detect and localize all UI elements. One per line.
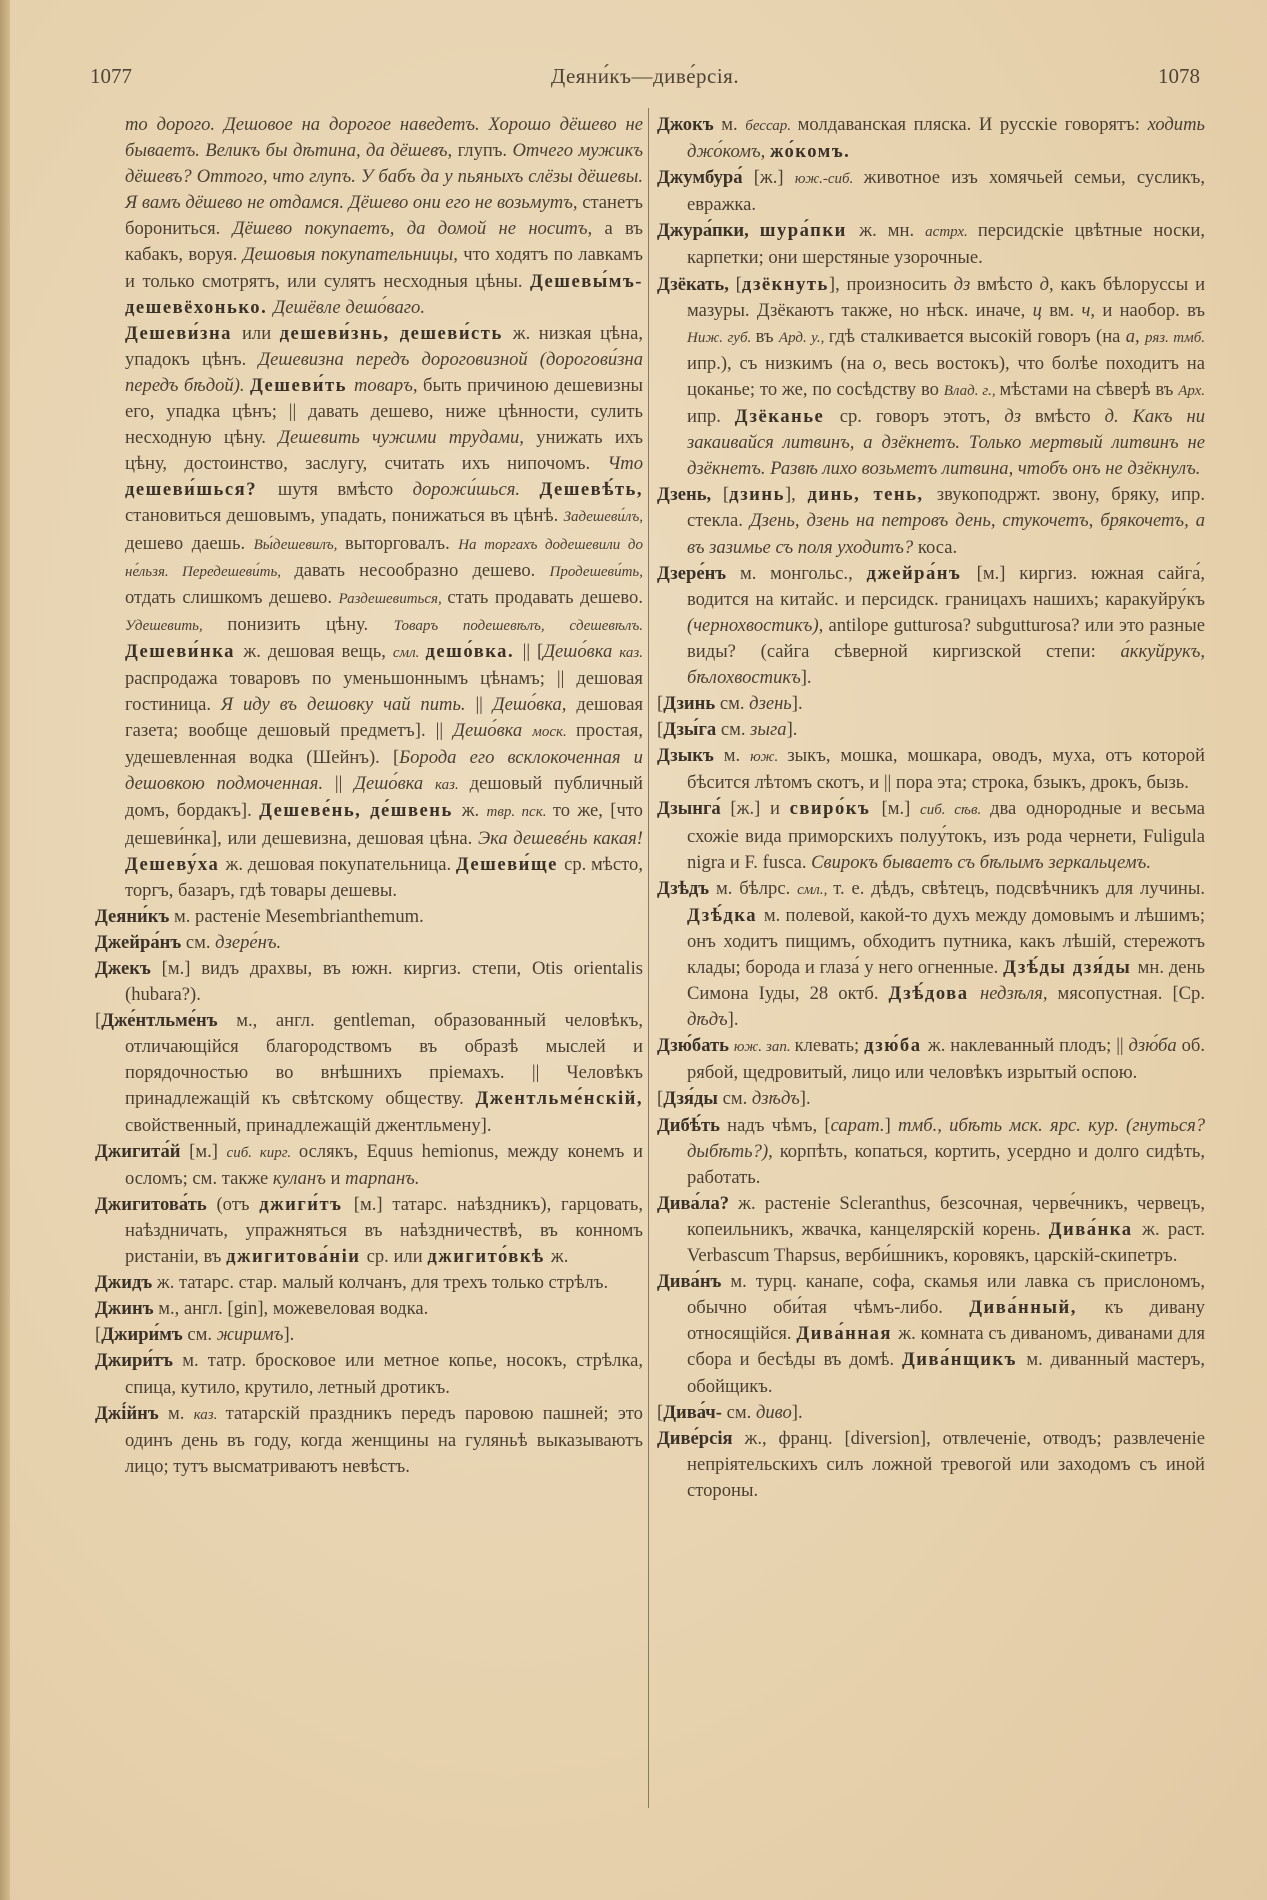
italic-text: каз. [619, 644, 643, 661]
definition-text: м. диванный мастеръ, обойщикъ. [687, 1349, 1206, 1397]
definition-text: ср. мѣсто, торгъ, базаръ, гдѣ товары дешевы. [125, 853, 643, 901]
definition-text: вм. [1049, 299, 1082, 321]
headword: Дзере́нъ [657, 562, 740, 584]
page-number-right: 1078 [1158, 64, 1200, 88]
definition-text: ипр.), съ низкимъ (на [687, 352, 873, 374]
subentry-word: Дзёканье [734, 406, 840, 428]
definition-text: къ дивану относящійся. [687, 1297, 1205, 1345]
italic-text: а, [1125, 325, 1146, 347]
headword: Дзя́ды [663, 1088, 723, 1110]
definition-text: [м.] [189, 1140, 227, 1162]
definition-text: [ [735, 273, 742, 295]
italic-text: каз. [193, 1406, 226, 1423]
subentry-word: джигито́вкѣ [427, 1246, 551, 1268]
definition-text: дешовая газета; вообще дешовый предметъ]. || [125, 694, 643, 742]
definition-text: || [475, 694, 493, 716]
italic-text: каз. [435, 777, 470, 794]
italic-text: Дешовыя покупательницы, [242, 244, 464, 266]
italic-text: Борода его всклокоченная и дешовкою подмоченная. [125, 747, 643, 795]
definition-text: то же, [что дешеви́нка], или дешевизна, дешовая цѣна. [125, 800, 643, 849]
italic-text: юж. зап. [733, 1039, 795, 1056]
subentry-word: Дива́нщикъ [901, 1349, 1027, 1371]
definition-text: [ж.] [753, 167, 795, 189]
definition-text: весь востокъ), что болѣе походитъ на цоканье; то же, по сосѣдству во [687, 352, 1205, 400]
italic-text: Я иду въ дешовку чай пить. [220, 694, 476, 716]
definition-text: быть причиною дешевизны его, упадка цѣнъ; || давать дешево, ниже цѣнности, сулить несходную цѣну. [125, 374, 644, 449]
headword: Дибѣ́ть [657, 1114, 728, 1136]
definition-text: ослякъ, Equus hemionus, между конемъ и осломъ; см. также [125, 1140, 643, 1189]
italic-text: сарат. [830, 1114, 885, 1136]
headword: Диве́рсія [657, 1427, 745, 1449]
italic-text: ходить джо́комъ, [687, 114, 1205, 163]
definition-text: татарскій праздникъ передъ паровою пашней; это одинъ день въ году, когда женщины на гуляньѣ выказываютъ лицо; тутъ высматриваютъ невѣстъ. [125, 1402, 643, 1477]
italic-text: д. [1104, 406, 1133, 428]
definition-text: вмѣсто [977, 273, 1040, 295]
headword: Дива́нъ [657, 1271, 731, 1293]
definition-text: зыкъ, мошка, мошкара, оводъ, муха, отъ которой бѣсится лѣтомъ скотъ, и || пора эта; строка, бзыкъ, дрокъ, бызь. [687, 745, 1205, 794]
definition-text: см. [719, 693, 750, 715]
definition-text: выторговалъ. [345, 532, 459, 554]
subentry-word: Дешеви́зна [125, 322, 242, 344]
dictionary-entry [657, 272, 1205, 483]
italic-text: Продешеви́ть, [549, 563, 643, 580]
definition-text: гдѣ сталкивается высокій говоръ (на [828, 325, 1126, 347]
definition-text: свойственный, принадлежащій джентльмену]. [125, 1114, 492, 1136]
definition-text: м. монгольс., [739, 562, 867, 584]
dictionary-entry [95, 321, 643, 904]
subentry-word: Дешевѣ́ть, [539, 479, 643, 501]
definition-text: || [334, 773, 355, 795]
dictionary-entry [657, 218, 1205, 271]
italic-text: Ард. у., [778, 329, 829, 346]
italic-text: дзю́ба [1128, 1035, 1182, 1057]
dictionary-entry [657, 1191, 1205, 1269]
dictionary-entry [657, 1400, 1205, 1426]
headword: Дже́нтльме́нъ [101, 1010, 237, 1032]
definition-text: ]. [283, 1324, 295, 1346]
italic-text: дзере́нъ. [215, 931, 282, 953]
italic-text: дз [1004, 406, 1035, 428]
definition-text: мн. день Симона Іуды, 28 октб. [687, 957, 1205, 1005]
definition-text: мѣстами на сѣверѣ въ [999, 378, 1179, 400]
headword: Джі́йнъ [95, 1402, 168, 1424]
italic-text: Дешевизна передъ дороговизной (дорогови́зна передъ бѣдой). [125, 348, 643, 396]
book-spine-edge [0, 0, 10, 1900]
italic-text: товаръ, [353, 374, 424, 396]
subentry-word: джиги́тъ [259, 1193, 354, 1215]
definition-text: ж. раст. Verbascum Thapsus, верби́шникъ, коровякъ, царскій-скипетръ. [687, 1218, 1206, 1267]
headword: Джири́тъ [95, 1350, 183, 1372]
definition-text: [м.] татарс. наѣздникъ), гарцовать, наѣздничать, упражняться въ наѣздничествѣ, въ конномъ ристаніи, въ [125, 1193, 643, 1268]
definition-text: ж. комната съ диваномъ, диванами для сбора и бесѣды въ домѣ. [687, 1323, 1206, 1371]
subentry-word: Дзѣ́ды дзя́ды [1003, 957, 1138, 978]
definition-text: отдать слишкомъ дешево. [125, 586, 339, 608]
italic-text: дз [953, 273, 978, 295]
definition-text: вмѣсто [1034, 406, 1105, 428]
headword: Дзынга́ [657, 798, 731, 820]
subentry-word: дзинь [729, 484, 785, 506]
dictionary-entry [657, 1033, 1205, 1086]
italic-text: дѣдъ [687, 1009, 728, 1031]
dictionary-entry [657, 482, 1205, 560]
column-divider [648, 108, 649, 1808]
dictionary-entry [657, 1426, 1205, 1504]
dictionary-entry [657, 796, 1205, 875]
italic-text: Удешевить, [125, 617, 228, 634]
definition-text: въ [755, 325, 779, 347]
definition-text: [ [95, 1010, 102, 1032]
dictionary-entry [657, 1086, 1205, 1112]
definition-text: и [330, 1167, 346, 1189]
subentry-word: Дива́нка [1048, 1218, 1143, 1240]
definition-text: животное изъ хомячьей семьи, сусликъ, евражка. [687, 167, 1205, 216]
italic-text: Раздешевиться, [338, 590, 448, 607]
italic-text: Дзень, дзень на петровъ день, стукочетъ, брякочетъ, а въ зазимье съ поля уходитъ? [687, 510, 1205, 558]
definition-text: или [241, 322, 280, 344]
italic-text: жиримъ [216, 1324, 284, 1346]
definition-text: стать продавать дешево. [447, 586, 643, 608]
dictionary-entry [95, 1270, 643, 1296]
subentry-word: джейра́нъ [866, 562, 977, 584]
dictionary-entry [657, 876, 1205, 1034]
headword: Джигитова́ть [95, 1193, 217, 1215]
definition-text: молдаванская пляска. И русскіе говорятъ: [797, 114, 1148, 135]
subentry-word: дешо́вка. [425, 640, 523, 662]
headword: Джумбура́ [657, 167, 754, 189]
italic-text: ч, [1081, 299, 1103, 321]
italic-text: Свирокъ бываетъ съ бѣлымъ зеркальцемъ. [811, 851, 1151, 873]
dictionary-entry [95, 112, 643, 321]
subentry-word: джигитова́ніи [226, 1246, 367, 1268]
definition-text: ], произносить [828, 273, 954, 295]
italic-text: Вы́дешевилъ, [253, 536, 346, 553]
definition-text: ж., франц. [diversion], отвлеченіе, отводъ; развлеченіе непріятельскихъ силъ ложной тревогой или заходомъ съ иной стороны. [687, 1427, 1205, 1501]
dictionary-entry [95, 1296, 643, 1322]
definition-text: ]. [791, 1401, 803, 1423]
definition-text: глупъ. [457, 140, 513, 162]
definition-text: шутя вмѣсто [277, 479, 413, 501]
page-number-left: 1077 [90, 64, 132, 88]
definition-text: два однородные и весьма схожіе вида приморскихъ полуу́токъ, изъ рода чернети, Fuligula nigra и F. fusca. [687, 798, 1205, 873]
definition-text: звукоподржт. звону, бряку, ипр. стекла. [687, 484, 1205, 532]
italic-text: Дешевить чужими трудами, [278, 427, 537, 449]
definition-text: [м.] видъ драхвы, въ южн. киргиз. степи, Otis orientalis (hubara?). [125, 958, 644, 1006]
definition-text: м., англ. [gin], можевеловая водка. [158, 1298, 429, 1320]
italic-text: недзѣля, [980, 983, 1058, 1005]
subentry-word: Дзѣ́дова [888, 983, 981, 1005]
dictionary-entry [95, 1139, 643, 1192]
headword: Дзинь [663, 693, 720, 715]
dictionary-entry [95, 1348, 643, 1400]
italic-text: твр. пск. [486, 804, 553, 821]
running-title: Деяни́къ—диве́рсія. [550, 64, 740, 88]
italic-text: смл., [797, 881, 834, 898]
subentry-word: Дешеви́нка [125, 640, 244, 662]
dictionary-entry [657, 112, 1205, 165]
italic-text: Дешо́вка [453, 720, 533, 742]
dictionary-entry [657, 743, 1205, 796]
italic-text: зыга [750, 719, 787, 741]
headword: Дива́ла? [657, 1192, 739, 1214]
italic-text: На торгахъ додешевили до не́льзя. Передешеви́ть, [125, 536, 643, 580]
headword: Дзѣдъ [657, 877, 716, 899]
definition-text: станетъ борониться. [125, 192, 643, 240]
italic-text: ц [1032, 299, 1050, 321]
definition-text: ж. растеніе Scleranthus, безсочная, черве́чникъ, червецъ, копеильникъ, жвачка, канцелярскій корень. [687, 1192, 1205, 1240]
dictionary-entry [657, 165, 1205, 218]
headword: Дзёкать, [657, 273, 736, 295]
definition-text: м. турц. канапе, софа, скамья или лавка съ прислономъ, обычно оби́тая чѣмъ-либо. [687, 1271, 1206, 1319]
subentry-word: Дешеве́нь, де́швень [259, 800, 462, 822]
italic-text: о, [872, 352, 895, 374]
definition-text: а въ кабакъ, воруя. [125, 218, 643, 266]
italic-text: Ниж. губ. [687, 329, 756, 346]
definition-text: [ [722, 484, 730, 506]
definition-text: (отъ [216, 1193, 260, 1215]
italic-text: сиб. сѣв. [920, 802, 990, 819]
headword: Дзы́га [663, 719, 721, 741]
definition-text: [ [95, 1324, 102, 1346]
headword: Джура́пки, [657, 220, 760, 242]
headword: Джири́мъ [101, 1324, 188, 1346]
italic-text: диво [755, 1401, 792, 1423]
subentry-word: шура́пки [759, 220, 860, 242]
italic-text: Товаръ подешевѣлъ, сдешевѣлъ. [393, 617, 643, 634]
headword: Джигита́й [95, 1140, 190, 1162]
definition-text: ж. татарс. стар. малый колчанъ, для трехъ только стрѣлъ. [156, 1272, 609, 1294]
dictionary-entry [95, 930, 643, 956]
subentry-word: динь, тень, [807, 484, 937, 506]
italic-text: юж.-сиб. [794, 171, 864, 188]
italic-text: Отчего мужикъ дёшевъ? Оттого, что глупъ. У бабъ да у пьяныхъ слёзы дёшевы. Я вамъ дёшево не отдамся. Дёшево они его не возьмутъ, [125, 140, 644, 214]
subentry-word: жо́комъ. [769, 141, 851, 163]
definition-text: см. [726, 1401, 756, 1423]
italic-text: Дешо́вка, [492, 694, 577, 716]
headword: Дзень, [657, 484, 723, 506]
italic-text: Арх. [1178, 382, 1205, 399]
definition-text: простая, удешевленная водка (Шейнъ). [ [125, 720, 644, 769]
definition-text: ж. [461, 800, 487, 822]
definition-text: дешовый публичный домъ, бордакъ]. [125, 773, 643, 822]
italic-text: смл. [392, 644, 426, 661]
definition-text: [м.] киргиз. южная сайга́, водится на китайс. и персидск. границахъ нашихъ; каракуйру́къ [687, 562, 1206, 610]
dictionary-entry [95, 1401, 643, 1480]
definition-text: м., англ. gentleman, образованный человѣкъ, отличающійся благородствомъ въ образѣ мыслей и порядочностью во внѣшнихъ пріемахъ. || Человѣкъ принадлежащій къ свѣтскому обществу. [125, 1010, 643, 1110]
italic-text: Дешёвле дешо́ваго. [273, 296, 425, 318]
definition-text: становиться дешовымъ, упадать, понижаться въ цѣнѣ. [125, 505, 564, 527]
definition-text: ж. мн. [859, 220, 926, 242]
definition-text: см. [722, 1088, 752, 1110]
subentry-word: свиро́къ [789, 798, 882, 820]
definition-text: об. рябой, щедровитый, лицо или человѣкъ изрытый оспою. [687, 1035, 1205, 1084]
italic-text: Дёшево покупаетъ, да домой не носитъ, [232, 218, 605, 240]
definition-text: ] [884, 1114, 898, 1136]
definition-text: ]. [791, 693, 803, 715]
definition-text: м. [721, 114, 746, 135]
subentry-word: Джентльме́нскій, [475, 1088, 643, 1110]
definition-text: м. [723, 745, 751, 767]
dictionary-entry [657, 1269, 1205, 1399]
italic-text: (чернохвостикъ), [687, 614, 829, 636]
definition-text: [ж.] и [730, 798, 790, 820]
left-column [95, 112, 643, 1480]
definition-text: ]. [800, 666, 812, 688]
dictionary-entry [95, 1322, 643, 1348]
definition-text: ср. говоръ этотъ, [839, 406, 1005, 428]
italic-text: Дешо́вка [354, 773, 435, 795]
definition-text: см. [187, 1324, 217, 1346]
italic-text: сиб. кирг. [226, 1144, 299, 1161]
italic-text: моск. [532, 724, 576, 741]
definition-text: что ходятъ по лавкамъ и только смотрятъ, или сулятъ несходныя цѣны. [125, 244, 643, 292]
definition-text: мясопустная. [Ср. [1057, 983, 1206, 1005]
definition-text: корпѣть, копаться, кортить, усердно и долго сидѣть, работать. [687, 1140, 1205, 1188]
italic-text: ряз. тмб. [1145, 329, 1206, 346]
dictionary-entry [657, 691, 1205, 717]
subentry-word: Дива́нный, [969, 1297, 1105, 1319]
definition-text: распродажа товаровъ по уменьшоннымъ цѣнамъ; || дешовая гостиница. [125, 667, 643, 716]
definition-text: т. е. дѣдъ, свѣтецъ, подсвѣчникъ для лучины. [833, 877, 1205, 899]
italic-text: дзѣдъ [751, 1088, 800, 1110]
italic-text: Дешо́вка [543, 640, 620, 662]
definition-text: дешево даешь. [125, 532, 254, 554]
definition-text: [ [657, 1088, 664, 1110]
definition-text: || [ [522, 640, 544, 662]
definition-text: м. бѣлрс. [715, 877, 798, 899]
definition-text: [ [657, 1401, 664, 1423]
definition-text: ж. дешовая покупательница. [225, 853, 456, 875]
italic-text: а́ккуйрукъ, бѣлохвостикъ [687, 640, 1205, 688]
definition-text: ср. или [366, 1246, 428, 1268]
definition-text: коса. [917, 536, 958, 558]
subentry-word: Дива́нная [796, 1323, 899, 1345]
definition-text: м. [167, 1402, 194, 1424]
definition-text: ]. [727, 1009, 739, 1031]
page-header [90, 64, 1200, 94]
definition-text: ]. [799, 1088, 811, 1110]
italic-text: Какъ ни закаивайся литвинъ, а дзёкнетъ. Только мертвый литвинъ не дзёкнетъ. Развѣ лихо возьметъ литвина, чтобъ онъ не дзёкнулъ. [687, 406, 1206, 480]
headword: Деяни́къ [95, 905, 174, 927]
italic-text: Влад. г., [943, 382, 1000, 399]
italic-text: Что [607, 453, 643, 475]
subentry-word: дешеви́знь, дешеви́сть [279, 322, 513, 344]
definition-text: ипр. [687, 406, 735, 428]
italic-text: куланъ [272, 1167, 331, 1189]
definition-text: [м.] [881, 798, 921, 820]
italic-text: Эка дешевéнь какая! [477, 827, 643, 849]
definition-text: и наобор. въ [1102, 299, 1206, 321]
definition-text: см. [720, 719, 751, 741]
definition-text: ]. [786, 719, 798, 741]
definition-text: [ [657, 719, 664, 741]
definition-text: м. татр. бросковое или метное копье, носокъ, стрѣлка, спица, кутило, крутило, летный дротикъ. [125, 1350, 644, 1398]
definition-text: ж. дешовая вещь, [243, 640, 393, 662]
definition-text: м. полевой, какой-то духъ между домовымъ и лѣшимъ; онъ ходитъ пищимъ, обходитъ путника, какъ лѣшій, стережотъ клады; борода и глаза́ у него огненные. [687, 904, 1205, 978]
dictionary-entry [95, 956, 643, 1008]
definition-text: какъ бѣлоруссы и мазуры. Дзёкаютъ также, но нѣск. иначе, [687, 273, 1206, 321]
dictionary-entry [657, 561, 1205, 691]
definition-text: клевать; [794, 1035, 865, 1057]
subentry-word: Дешеву́ха [125, 853, 226, 875]
subentry-word: дзю́ба [864, 1035, 928, 1057]
dictionary-entry [95, 1008, 643, 1138]
definition-text: antilope gutturosa? subgutturosa? или это разные виды? (сайга сѣверной киргизской степи: [687, 614, 1205, 662]
right-column [657, 112, 1205, 1504]
definition-text: ж. наклеванный плодъ; || [927, 1035, 1129, 1057]
dictionary-entry [95, 1192, 643, 1270]
italic-text: дорожи́шься. [412, 479, 540, 501]
italic-text: тарпанъ. [345, 1167, 420, 1189]
dictionary-entry [657, 717, 1205, 743]
italic-text: тмб., ибѣть мск. ярс. кур. (гнуться? дыбѣть?), [687, 1114, 1206, 1162]
headword: Дзю́бать [657, 1035, 734, 1057]
definition-text: [ [657, 693, 664, 715]
italic-text: д, [1039, 273, 1061, 295]
headword: Джекъ [95, 958, 162, 979]
definition-text: м. растеніе Mesembrianthemum. [173, 905, 424, 927]
definition-text: унижать ихъ цѣну, достоинство, заслугу, считать ихъ нипочомъ. [125, 427, 644, 475]
subentry-word: дешеви́шься? [125, 479, 278, 501]
definition-text: надъ чѣмъ, [ [727, 1114, 831, 1136]
definition-text: персидскіе цвѣтные носки, карпетки; они шерстяные узорочные. [687, 220, 1205, 269]
subentry-word: Дешеви́ще [455, 853, 565, 875]
definition-text: ], [784, 484, 808, 506]
definition-text: давать несообразно дешево. [294, 559, 550, 581]
italic-text: то дорого. Дешовое на дорогое наведетъ. Хорошо дёшево не бываетъ. Великъ бы дѣтина, да дёшевъ, [125, 114, 643, 162]
italic-text: бессар. [745, 118, 798, 134]
headword: Джокъ [657, 114, 722, 135]
italic-text: Задешеви́лъ, [563, 509, 643, 526]
subentry-word: Дзѣ́дка [687, 904, 764, 926]
dictionary-entry [657, 1113, 1205, 1191]
subentry-word: дзёкнуть [741, 273, 829, 295]
definition-text: ж. [550, 1246, 569, 1268]
italic-text: юж. [750, 749, 788, 766]
headword: Джидъ [95, 1272, 157, 1294]
italic-text: астрх. [925, 224, 978, 241]
definition-text: см. [185, 931, 216, 953]
subentry-word: Дешеви́ть [250, 374, 354, 396]
definition-text: ж. низкая цѣна, упадокъ цѣнъ. [125, 322, 643, 370]
headword: Джейра́нъ [95, 931, 186, 953]
subentry-word: Дешевы́мъ-дешевёхонько. [125, 270, 643, 318]
dictionary-entry [95, 904, 643, 930]
headword: Джинъ [95, 1298, 159, 1320]
italic-text: дзень [749, 693, 792, 715]
definition-text: понизить цѣну. [227, 613, 394, 635]
headword: Дива́ч- [663, 1401, 727, 1423]
headword: Дзыкъ [657, 745, 724, 767]
